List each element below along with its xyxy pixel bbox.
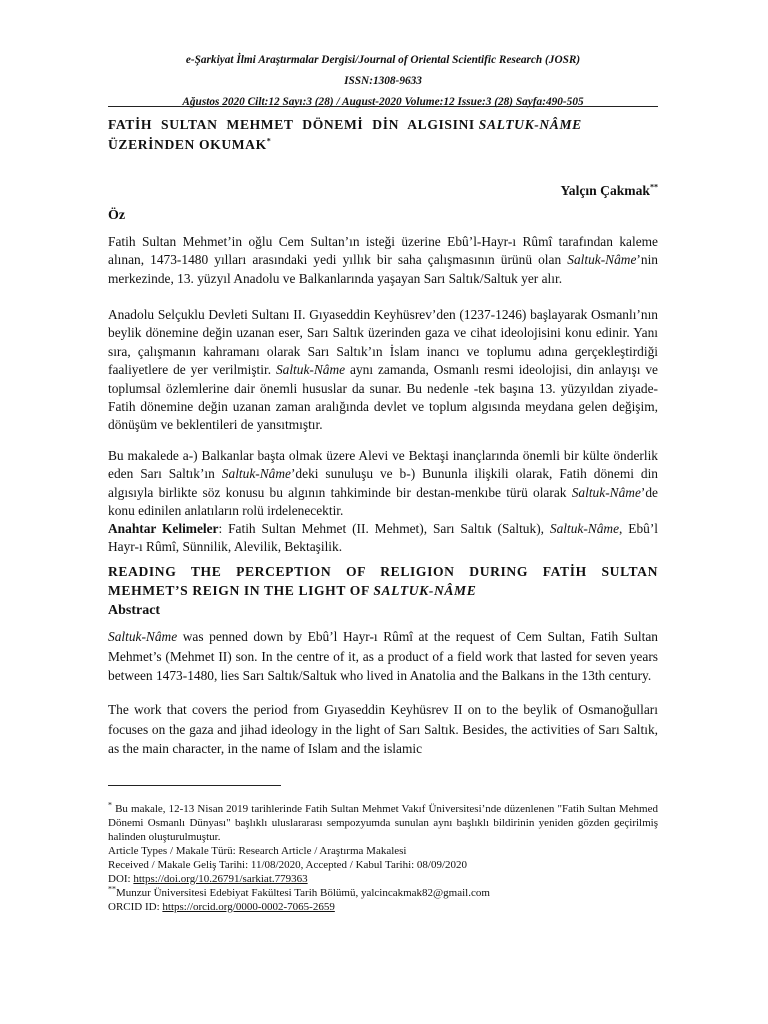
title-en-text: READING THE PERCEPTION OF RELIGION DURING FATİH SULTAN MEHMET’S REIGN IN THE LIGHT OF xyxy=(108,564,658,598)
keywords-text: : Fatih Sultan Mehmet (II. Mehmet), Sarı Saltık (Saltuk), xyxy=(218,521,550,536)
oz-p2-text-2: aynı zamanda, Osmanlı resmi ideolojisi, din anlayışı ve toplumsal özlemlerine dair önemli hususlar da sunar. Bu nedenle -tek başına 13. yüzyıldan ziyade- Fatih dönemine değin uzanan zaman aralığında devlet ve toplum algısında meydana gelen değişim, dönüşüm ve beklentileri de yansıtmıştır. xyxy=(108,362,658,433)
title-footnote-marker: * xyxy=(266,136,272,146)
oz-p3-italic: Saltuk-Nâme xyxy=(221,466,291,482)
author-footnote-marker: ** xyxy=(650,182,658,192)
oz-p1-text: Fatih Sultan Mehmet’in oğlu Cem Sultan’ın isteği üzerine Ebû’l-Hayr-ı Rûmî tarafından kaleme alınan, 1473-1480 yılları arasındaki yedi yıllık bir saha çalışmasının ürünü olan xyxy=(108,234,658,268)
oz-p1-italic: Saltuk-Nâme xyxy=(567,252,637,268)
oz-heading: Öz xyxy=(108,208,126,223)
title-tr-italic: SALTUK-NÂME xyxy=(478,117,582,132)
oz-p1-text-2: ’nin merkezinde, 13. yüzyıl Anadolu ve Balkanlarında yaşayan Sarı Saltık/Saltuk yer alır. xyxy=(108,252,658,286)
article-type: Article Types / Makale Türü: Research Article / Araştırma Makalesi xyxy=(108,845,407,857)
keywords-italic: Saltuk-Nâme xyxy=(549,521,620,536)
orcid-link[interactable]: https://orcid.org/0000-0002-7065-2659 xyxy=(162,901,335,913)
journal-issn: ISSN:1308-9633 xyxy=(344,75,422,87)
footnote-divider xyxy=(108,785,281,786)
header-divider xyxy=(108,106,658,107)
journal-issue: Ağustos 2020 Cilt:12 Sayı:3 (28) / August-2020 Volume:12 Issue:3 (28) Sayfa:490-505 xyxy=(182,96,584,108)
footnotes xyxy=(108,802,658,914)
journal-name: e-Şarkiyat İlmi Araştırmalar Dergisi/Journal of Oriental Scientific Research (JOSR) xyxy=(185,54,581,66)
oz-paragraph-3 xyxy=(108,447,658,521)
keywords-text-2: , Ebû’l Hayr-ı Rûmî, Sünnilik, Alevilik, Bektaşilik. xyxy=(108,521,659,555)
oz-p3-text-3: ’de konu edinilen anlatıların rolü irdelenecektir. xyxy=(108,484,658,519)
footnote-2-text: Munzur Üniversitesi Edebiyat Fakültesi Tarih Bölümü, yalcincakmak82@gmail.com xyxy=(116,887,490,899)
footnote-2-marker: ** xyxy=(108,884,116,894)
abstract-p1-italic: Saltuk-Nâme xyxy=(108,629,178,644)
abstract-p1-text: was penned down by Ebû’l Hayr-ı Rûmî at the request of Cem Sultan, Fatih Sultan Mehmet’s (Mehmet II) son. In the centre of it, as a product of a field work that lasted for seven years between 1473-1480, lies Sarı Saltık/Saltuk who lived in Anatolia and the Balkans in the 13th century. xyxy=(108,629,658,683)
orcid-line xyxy=(108,900,658,914)
oz-p3-italic-2: Saltuk-Nâme xyxy=(571,484,641,500)
author-name xyxy=(560,183,658,199)
doi-line xyxy=(108,872,658,886)
article-dates: Received / Makale Geliş Tarihi: 11/08/2020, Accepted / Kabul Tarihi: 08/09/2020 xyxy=(108,859,468,871)
title-en-italic: SALTUK-NÂME xyxy=(373,583,477,598)
footnote-1-text: Bu makale, 12-13 Nisan 2019 tarihlerinde Fatih Sultan Mehmet Vakıf Üniversitesi’nde düzenlenen "Fatih Sultan Mehmed Dönemi Osmanlı Dünyası" başlıklı uluslararası sempozyumda sunulan aynı başlıklı bildirinin yeniden gözden geçirilmiş halinden oluşturulmuştur. xyxy=(108,803,658,843)
doi-link[interactable]: https://doi.org/10.26791/sarkiat.779363 xyxy=(133,873,308,885)
oz-p3-text-2: ’deki sunuluşu ve b-) Bununla ilişkili olarak, Fatih dönemi din algısıyla birlikte söz konusu bu algının tahkiminde bir destan-menkıbe türü olarak xyxy=(108,466,659,500)
oz-paragraph-1 xyxy=(108,233,658,288)
keywords xyxy=(108,520,658,557)
abstract-heading: Abstract xyxy=(108,603,161,618)
abstract-paragraph-1 xyxy=(108,627,658,686)
keywords-label: Anahtar Kelimeler xyxy=(108,521,219,536)
footnote-1 xyxy=(108,802,658,844)
footnote-2 xyxy=(108,886,658,900)
oz-p2-italic: Saltuk-Nâme xyxy=(275,362,346,378)
title-tr-text-2: ÜZERİNDEN OKUMAK xyxy=(108,137,267,152)
footnote-1-marker: * xyxy=(108,800,112,810)
title-tr-text: FATİH SULTAN MEHMET DÖNEMİ DİN ALGISINI xyxy=(108,117,475,132)
abstract-paragraph-2: The work that covers the period from Gıyaseddin Keyhüsrev II on to the beylik of Osmanoğulları focuses on the gaza and jihad ideology in the light of Sarı Saltık. Besides, the activities of Sarı Saltık, as the main character, in the name of Islam and the islamic xyxy=(108,702,658,756)
author-name-text: Yalçın Çakmak xyxy=(560,183,650,198)
article-title-english xyxy=(108,562,658,600)
oz-paragraph-2 xyxy=(108,306,658,435)
journal-header xyxy=(108,50,658,113)
doi-label: DOI: xyxy=(108,873,134,885)
article-title-turkish xyxy=(108,115,658,155)
orcid-label: ORCID ID: xyxy=(108,901,163,913)
oz-p3-text: Bu makalede a-) Balkanlar başta olmak üzere Alevi ve Bektaşi inançlarında önemli bir külte önderlik eden Sarı Saltık’ın xyxy=(108,448,658,482)
oz-p2-text: Anadolu Selçuklu Devleti Sultanı II. Gıyaseddin Keyhüsrev’den (1237-1246) başlayarak Osmanlı’nın beylik dönemine değin uzanan eser, Sarı Saltık üzerinden gaza ve cihat ideolojisini konu edinir. Yanı sıra, çalışmanın kahramanı olarak Sarı Saltık’ın İslam inancı ve toplumu adına gerçekleştirdiği faaliyetlere de yer verilmiştir. xyxy=(108,307,658,378)
